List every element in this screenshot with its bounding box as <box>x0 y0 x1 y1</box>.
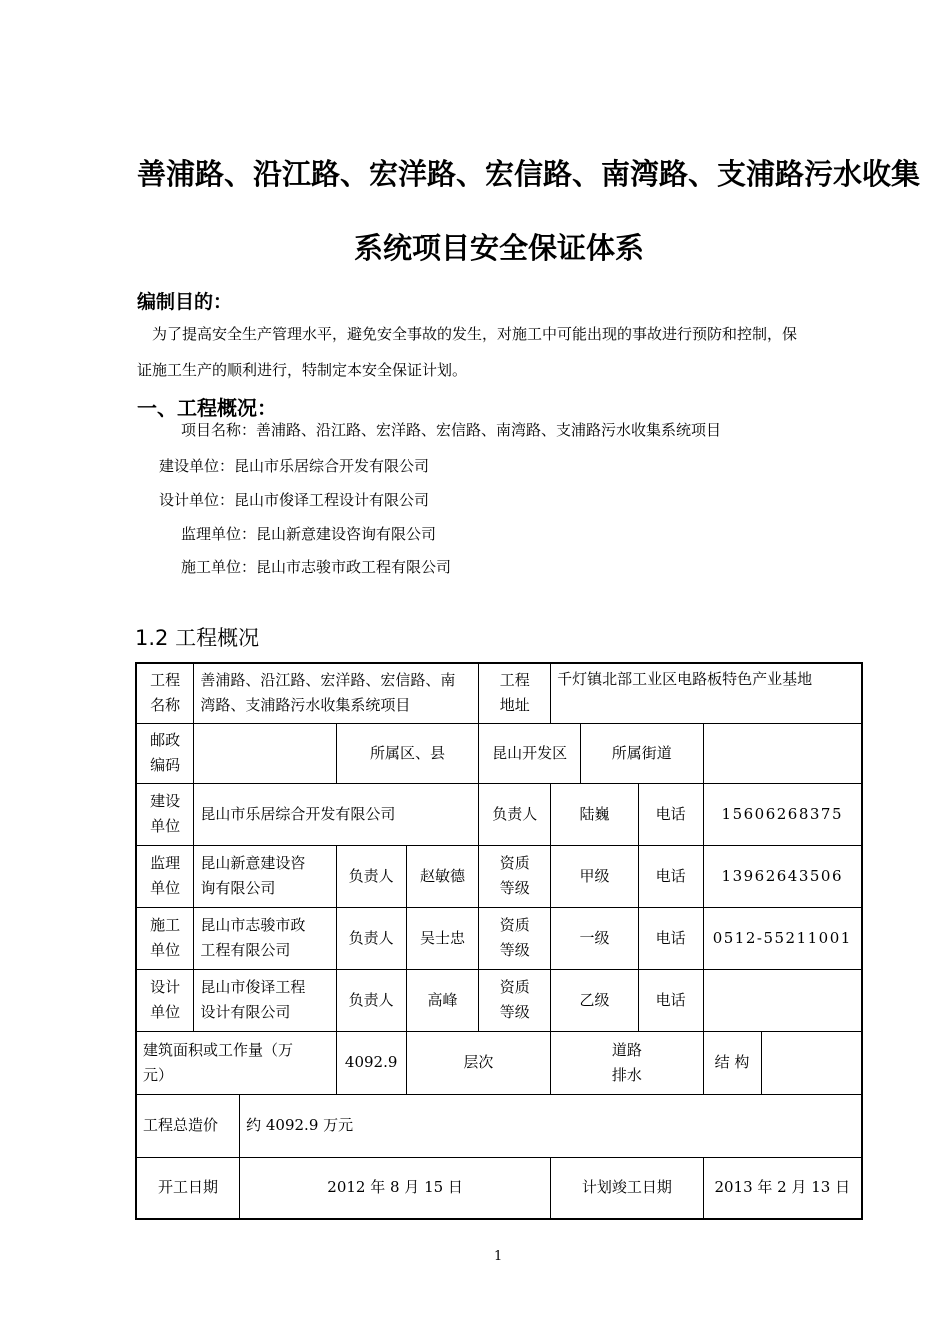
constructor-phone-label: 电话 <box>638 907 703 969</box>
table-row <box>136 1157 862 1219</box>
project-name-value: 善浦路、沿江路、宏洋路、宏信路、南 湾路、支浦路污水收集系统项目 <box>194 663 479 723</box>
street-value <box>703 723 862 783</box>
constructor-qual-label: 资质 等级 <box>479 907 551 969</box>
postcode-label: 邮政 编码 <box>136 723 194 783</box>
district-value: 昆山开发区 <box>479 723 581 783</box>
project-name-line: 项目名称：善浦路、沿江路、宏洋路、宏信路、南湾路、支浦路污水收集系统项目 <box>181 421 722 439</box>
supervisor-phone-label: 电话 <box>638 845 703 907</box>
constructor-line: 施工单位：昆山市志骏市政工程有限公司 <box>181 558 452 576</box>
designer-unit: 昆山市俊译工程 设计有限公司 <box>194 969 336 1031</box>
supervisor-unit: 昆山新意建设咨 询有限公司 <box>194 845 336 907</box>
section12-heading: 1.2 工程概况 <box>135 626 260 650</box>
table-row <box>136 1031 862 1094</box>
designer-phone <box>703 969 862 1031</box>
designer-lead: 高峰 <box>406 969 479 1031</box>
supervisor-lead: 赵敏德 <box>406 845 479 907</box>
constructor-phone: 0512-55211001 <box>703 907 862 969</box>
designer-phone-label: 电话 <box>638 969 703 1031</box>
purpose-text-line1: 为了提高安全生产管理水平，避免安全事故的发生，对施工中可能出现的事故进行预防和控制，保 <box>152 325 798 343</box>
designer-label: 设计 单位 <box>136 969 194 1031</box>
project-address-label: 工程 地址 <box>479 663 551 723</box>
constructor-label: 施工 单位 <box>136 907 194 969</box>
floors-value: 道路 排水 <box>551 1031 703 1094</box>
builder-line: 建设单位：昆山市乐居综合开发有限公司 <box>159 457 430 475</box>
supervisor-phone: 13962643506 <box>703 845 862 907</box>
table-row <box>136 723 862 783</box>
builder-phone: 15606268375 <box>703 783 862 845</box>
builder-phone-label: 电话 <box>638 783 703 845</box>
street-label: 所属街道 <box>581 723 704 783</box>
constructor-unit: 昆山市志骏市政 工程有限公司 <box>194 907 336 969</box>
area-label: 建筑面积或工作量（万 元） <box>136 1031 336 1094</box>
designer-qual: 乙级 <box>551 969 639 1031</box>
builder-label: 建设 单位 <box>136 783 194 845</box>
structure-value <box>761 1031 862 1094</box>
postcode-value <box>194 723 336 783</box>
page-number: 1 <box>494 1249 503 1264</box>
end-date-label: 计划竣工日期 <box>551 1157 703 1219</box>
table-row <box>136 969 862 1031</box>
supervisor-lead-label: 负责人 <box>336 845 406 907</box>
floors-label: 层次 <box>406 1031 550 1094</box>
overview-table <box>135 662 863 1220</box>
purpose-heading: 编制目的： <box>137 291 233 313</box>
supervisor-label: 监理 单位 <box>136 845 194 907</box>
table-row <box>136 845 862 907</box>
end-date-value: 2013 年 2 月 13 日 <box>703 1157 862 1219</box>
designer-line: 设计单位：昆山市俊译工程设计有限公司 <box>159 491 430 509</box>
constructor-lead-label: 负责人 <box>336 907 406 969</box>
builder-unit: 昆山市乐居综合开发有限公司 <box>194 783 479 845</box>
supervisor-qual-label: 资质 等级 <box>479 845 551 907</box>
builder-lead-label: 负责人 <box>479 783 551 845</box>
table-row <box>136 907 862 969</box>
page-title-line2: 系统项目安全保证体系 <box>354 231 645 265</box>
supervisor-qual: 甲级 <box>551 845 639 907</box>
start-date-value: 2012 年 8 月 15 日 <box>240 1157 551 1219</box>
project-name-label: 工程 名称 <box>136 663 194 723</box>
total-cost-value: 约 4092.9 万元 <box>240 1094 862 1157</box>
area-value: 4092.9 <box>336 1031 406 1094</box>
district-label: 所属区、县 <box>336 723 479 783</box>
constructor-qual: 一级 <box>551 907 639 969</box>
table-row <box>136 783 862 845</box>
supervisor-line: 监理单位：昆山新意建设咨询有限公司 <box>181 525 437 543</box>
section1-heading: 一、工程概况： <box>137 396 277 420</box>
builder-lead: 陆巍 <box>551 783 639 845</box>
project-address-value: 千灯镇北部工业区电路板特色产业基地 <box>551 663 862 723</box>
designer-lead-label: 负责人 <box>336 969 406 1031</box>
structure-label: 结 构 <box>703 1031 761 1094</box>
total-cost-label: 工程总造价 <box>136 1094 240 1157</box>
constructor-lead: 吴士忠 <box>406 907 479 969</box>
purpose-text-line2: 证施工生产的顺利进行，特制定本安全保证计划。 <box>137 361 468 379</box>
start-date-label: 开工日期 <box>136 1157 240 1219</box>
table-row <box>136 1094 862 1157</box>
page-title-line1: 善浦路、沿江路、宏洋路、宏信路、南湾路、支浦路污水收集 <box>137 157 921 191</box>
table-row <box>136 663 862 723</box>
designer-qual-label: 资质 等级 <box>479 969 551 1031</box>
